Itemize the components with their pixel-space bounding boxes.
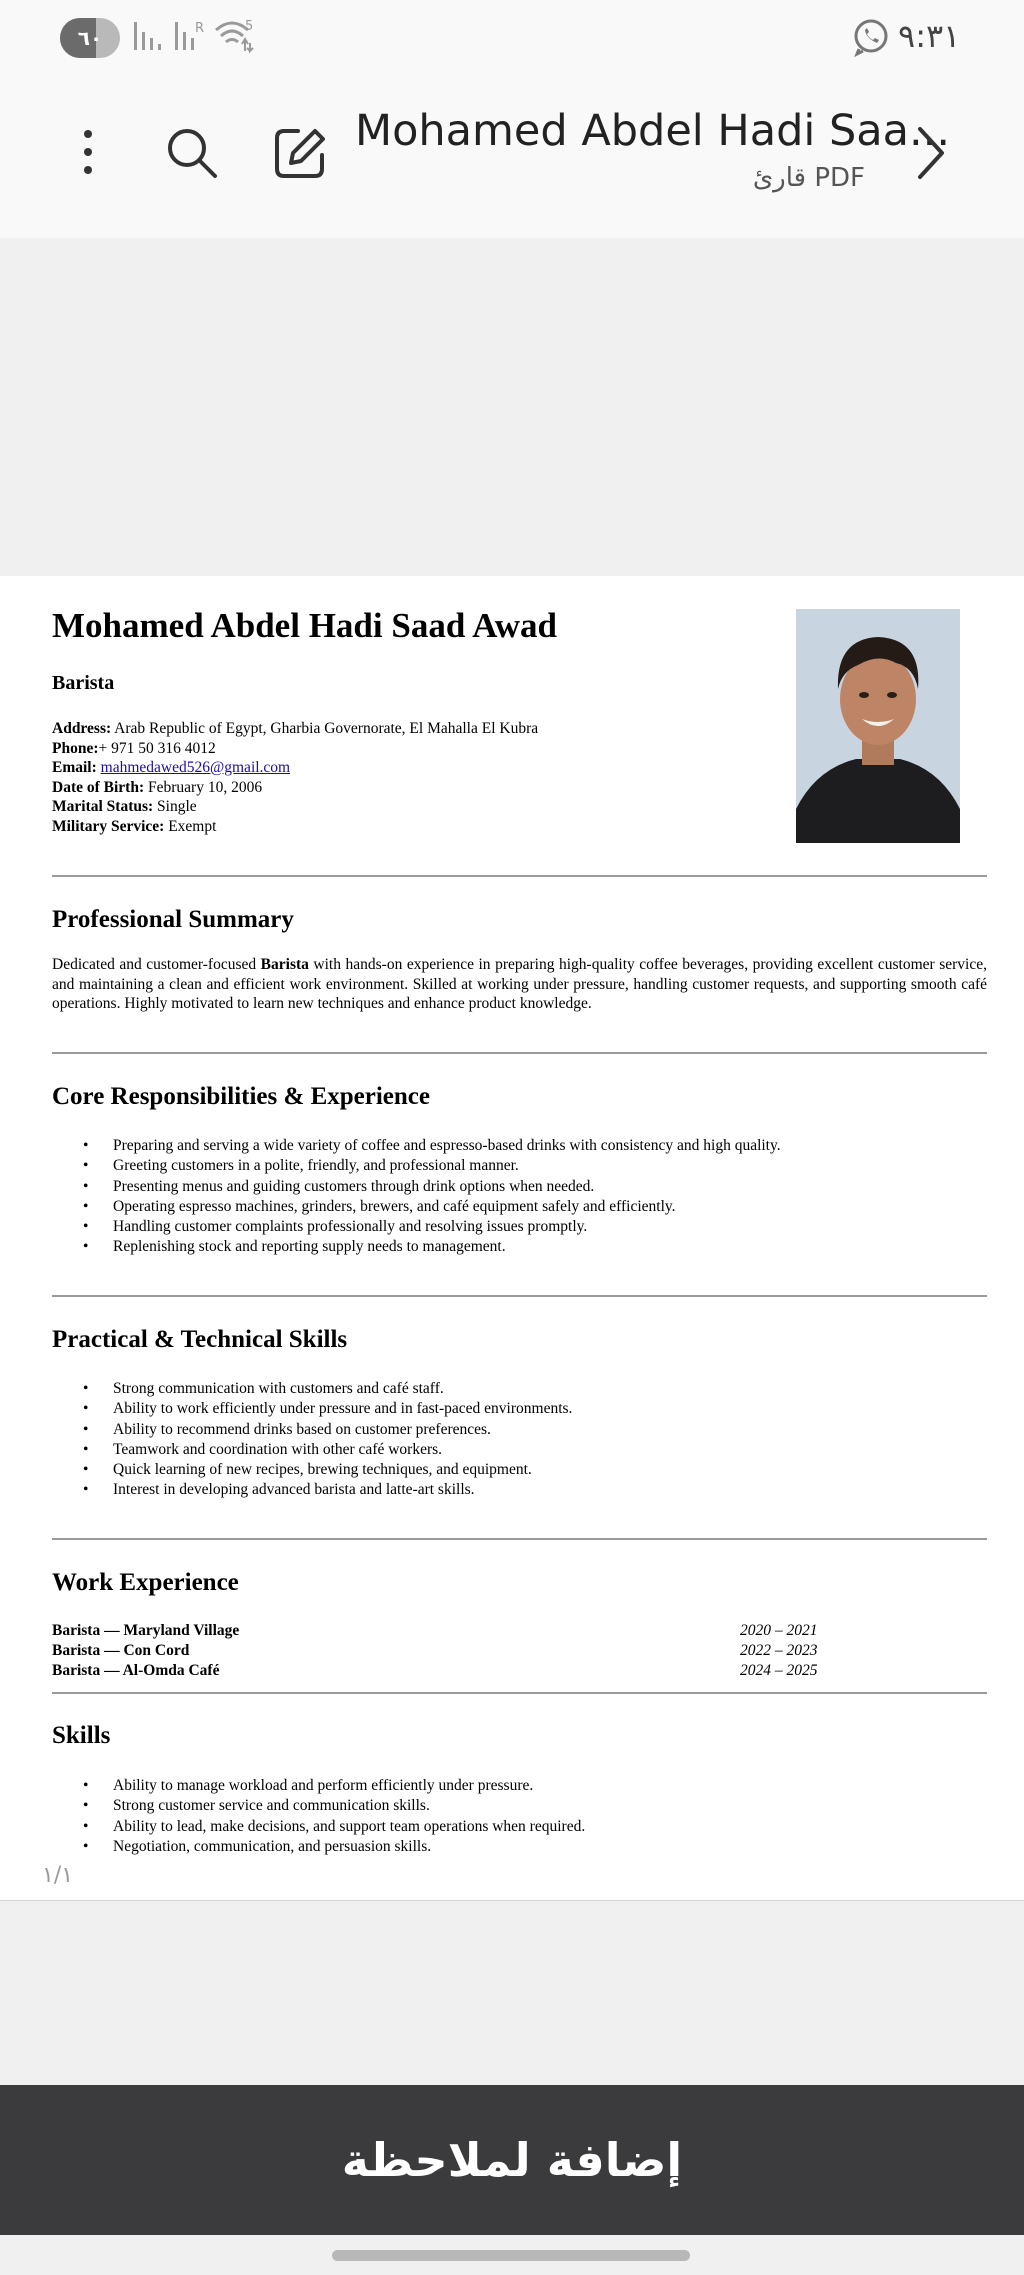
list-item: • Ability to work efficiently under pressure and in fast-paced environments. (52, 1399, 572, 1419)
responsibilities-heading: Core Responsibilities & Experience (52, 1083, 430, 1110)
address-line (52, 719, 538, 739)
marital-value: Single (157, 798, 197, 815)
app-subtitle: قارئ PDF (752, 163, 865, 193)
summary-heading: Professional Summary (52, 906, 294, 933)
document-title: Mohamed Abdel Hadi Saa... (355, 106, 950, 156)
skills-list (52, 1776, 585, 1857)
work-title: Barista — Con Cord (52, 1642, 190, 1659)
divider (52, 1295, 987, 1297)
divider (52, 875, 987, 877)
work-years: 2022 – 2023 (740, 1642, 818, 1659)
work-experience-heading: Work Experience (52, 1569, 239, 1596)
address-value: Arab Republic of Egypt, Gharbia Governorate, El Mahalla El Kubra (114, 720, 539, 737)
list-item: • Handling customer complaints professionally and resolving issues promptly. (52, 1217, 781, 1237)
list-item: • Operating espresso machines, grinders, brewers, and café equipment safely and efficiently. (52, 1197, 781, 1217)
list-item: • Negotiation, communication, and persuasion skills. (52, 1837, 585, 1857)
signal-icon (132, 18, 166, 54)
dob-line (52, 778, 538, 798)
dob-label: Date of Birth: (52, 778, 145, 796)
summary-text-start: Dedicated and customer-focused (52, 956, 261, 973)
list-item: • Ability to lead, make decisions, and support team operations when required. (52, 1817, 585, 1837)
signal-badge: R (195, 21, 205, 36)
work-row (52, 1621, 987, 1641)
work-title: Barista — Al-Omda Café (52, 1662, 220, 1679)
resume-name: Mohamed Abdel Hadi Saad Awad (52, 606, 558, 645)
signal-roaming-icon (173, 18, 207, 54)
email-line (52, 758, 538, 778)
whatsapp-icon (852, 18, 890, 56)
practical-skills-list (52, 1379, 572, 1501)
work-title: Barista — Maryland Village (52, 1622, 240, 1639)
status-bar (0, 0, 1024, 75)
dob-value: February 10, 2006 (148, 778, 263, 796)
search-icon[interactable] (164, 125, 220, 181)
list-item: • Strong customer service and communication skills. (52, 1796, 585, 1816)
email-label: Email: (52, 759, 97, 776)
work-row (52, 1661, 987, 1681)
profile-photo-image (796, 609, 960, 843)
list-item: • Strong communication with customers and café staff. (52, 1379, 572, 1399)
list-item: • Quick learning of new recipes, brewing techniques, and equipment. (52, 1460, 572, 1480)
work-years: 2024 – 2025 (740, 1662, 818, 1679)
more-vertical-icon[interactable] (80, 127, 96, 177)
list-item: • Replenishing stock and reporting supply needs to management. (52, 1237, 781, 1257)
page-indicator: ١/١ (42, 1863, 74, 1888)
marital-line (52, 797, 538, 817)
practical-skills-heading: Practical & Technical Skills (52, 1326, 348, 1353)
address-label: Address: (52, 720, 112, 737)
add-note-button[interactable]: إضافة لملاحظة (0, 2085, 1024, 2235)
responsibilities-list (52, 1136, 781, 1258)
email-link[interactable]: mahmedawed526@gmail.com (100, 759, 291, 776)
home-indicator[interactable] (332, 2250, 690, 2261)
list-item: • Teamwork and coordination with other café workers. (52, 1440, 572, 1460)
edit-icon[interactable] (272, 125, 328, 181)
contact-info (52, 719, 538, 836)
app-bar (0, 75, 1024, 238)
summary-text (52, 955, 987, 1014)
resume-role: Barista (52, 672, 115, 694)
work-row (52, 1641, 987, 1661)
skills-heading: Skills (52, 1722, 111, 1749)
marital-label: Marital Status: (52, 798, 154, 815)
divider (52, 1692, 987, 1694)
military-line (52, 817, 538, 837)
military-value: Exempt (168, 817, 217, 835)
summary-text-rest: with hands-on experience in preparing high-quality coffee beverages, providing excellent customer service, and maintaining a clean and efficient work environment. Skilled at working under pressure, handling customer requests, and supporting smooth café operations. Highly motivated to learn new techniques and enhance product knowledge. (52, 956, 987, 1012)
wifi-icon (212, 18, 256, 54)
military-label: Military Service: (52, 817, 165, 835)
list-item: • Greeting customers in a polite, friendly, and professional manner. (52, 1156, 781, 1176)
list-item: • Ability to manage workload and perform efficiently under pressure. (52, 1776, 585, 1796)
list-item: • Presenting menus and guiding customers through drink options when needed. (52, 1177, 781, 1197)
phone-value: + 971 50 316 4012 (98, 739, 216, 757)
status-time: ٩:٣١ (898, 17, 961, 55)
divider (52, 1538, 987, 1540)
pdf-page[interactable] (0, 576, 1024, 1901)
divider (52, 1052, 987, 1054)
wifi-badge: 5 (245, 19, 254, 34)
battery-indicator (60, 18, 120, 58)
list-item: • Interest in developing advanced barista and latte-art skills. (52, 1480, 572, 1500)
list-item: • Ability to recommend drinks based on customer preferences. (52, 1420, 572, 1440)
list-item: • Preparing and serving a wide variety of coffee and espresso-based drinks with consistency and high quality. (52, 1136, 781, 1156)
battery-level: ٦٠ (77, 26, 103, 50)
phone-label: Phone: (52, 739, 99, 757)
profile-photo (796, 609, 960, 843)
chevron-right-icon[interactable] (912, 125, 948, 181)
summary-text-bold: Barista (260, 956, 309, 973)
work-years: 2020 – 2021 (740, 1622, 818, 1639)
phone-line (52, 739, 538, 759)
